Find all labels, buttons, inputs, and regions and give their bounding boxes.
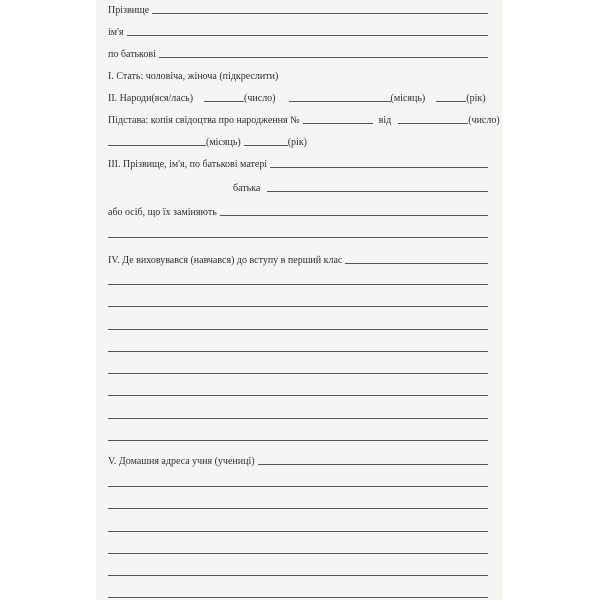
upbringing-line-7[interactable] xyxy=(108,395,488,396)
patronymic-field[interactable] xyxy=(159,57,488,58)
address-line-3[interactable] xyxy=(108,508,488,509)
basis-row xyxy=(108,110,500,126)
born-label: II. Народи(вся/лась) xyxy=(108,93,194,104)
basis-day-hint: (число) xyxy=(468,115,500,126)
surname-field[interactable] xyxy=(152,13,488,14)
basis-from-label: від xyxy=(378,115,392,126)
name-field[interactable] xyxy=(127,35,488,36)
address-line-6[interactable] xyxy=(108,575,488,576)
upbringing-line-6[interactable] xyxy=(108,373,488,374)
basis-date-row xyxy=(108,132,488,148)
guardians-row xyxy=(108,202,488,218)
upbringing-line-3[interactable] xyxy=(108,306,488,307)
upbringing-line-9[interactable] xyxy=(108,440,488,441)
basis-month-hint: (місяць) xyxy=(206,137,241,148)
name-label: ім'я xyxy=(108,27,124,38)
born-day-hint: (число) xyxy=(244,93,276,104)
mother-label: III. Прізвище, ім'я, по батькові матері xyxy=(108,159,268,170)
patronymic-label: по батькові xyxy=(108,49,156,60)
guardians-field[interactable] xyxy=(220,215,488,216)
father-row xyxy=(233,178,488,194)
surname-row xyxy=(108,0,488,16)
address-line-5[interactable] xyxy=(108,553,488,554)
patronymic-row xyxy=(108,44,488,60)
born-row xyxy=(108,88,488,104)
guardians-label: або осіб, що їх заміняють xyxy=(108,207,217,218)
upbringing-label: IV. Де виховувався (навчався) до вступу в перший клас xyxy=(108,255,343,266)
mother-field[interactable] xyxy=(270,167,488,168)
upbringing-line-4[interactable] xyxy=(108,329,488,330)
upbringing-line-2[interactable] xyxy=(108,284,488,285)
born-month-field[interactable] xyxy=(289,101,391,102)
address-row xyxy=(108,451,488,467)
address-label: V. Домашня адреса учня (учениці) xyxy=(108,456,255,467)
upbringing-line-8[interactable] xyxy=(108,418,488,419)
name-row xyxy=(108,22,488,38)
basis-label: Підстава: копія свідоцтва про народження № xyxy=(108,115,300,126)
basis-day-field[interactable] xyxy=(398,123,468,124)
father-field[interactable] xyxy=(267,191,488,192)
born-day-field[interactable] xyxy=(204,101,244,102)
sex-label: I. Стать: чоловіча, жіноча (підкреслити) xyxy=(108,71,279,82)
basis-month-field[interactable] xyxy=(108,145,206,146)
born-year-field[interactable] xyxy=(436,101,466,102)
certificate-number-field[interactable] xyxy=(303,123,373,124)
basis-year-hint: (рік) xyxy=(287,137,308,148)
surname-label: Прізвище xyxy=(108,5,150,16)
address-line-2[interactable] xyxy=(108,486,488,487)
guardians-line-2[interactable] xyxy=(108,237,488,238)
upbringing-field[interactable] xyxy=(345,263,488,264)
basis-year-field[interactable] xyxy=(244,145,288,146)
mother-row xyxy=(108,154,488,170)
sex-row xyxy=(108,66,488,82)
upbringing-row xyxy=(108,250,488,266)
father-label: батька xyxy=(233,183,261,194)
born-month-hint: (місяць) xyxy=(390,93,426,104)
address-field[interactable] xyxy=(258,464,488,465)
address-line-7[interactable] xyxy=(108,597,488,598)
form-page xyxy=(96,0,502,600)
born-year-hint: (рік) xyxy=(466,93,486,104)
address-line-4[interactable] xyxy=(108,531,488,532)
upbringing-line-5[interactable] xyxy=(108,351,488,352)
